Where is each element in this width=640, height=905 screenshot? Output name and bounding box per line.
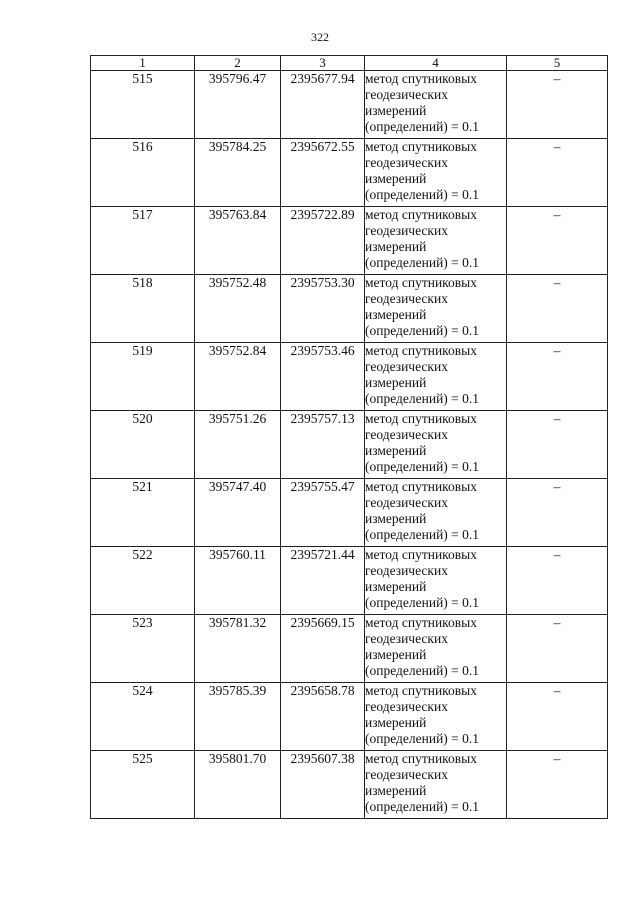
method-text-line: измерений <box>365 783 427 798</box>
point-number-cell: 516 <box>91 139 195 207</box>
x-coordinate-cell: 395796.47 <box>195 71 281 139</box>
method-text-line: геодезических <box>365 563 448 578</box>
method-text-line: геодезических <box>365 427 448 442</box>
table-row <box>91 683 608 751</box>
method-text-line: (определений) = 0.1 <box>365 527 480 542</box>
note-cell: – <box>507 479 608 547</box>
y-coordinate-cell: 2395755.47 <box>281 479 365 547</box>
point-number-cell: 524 <box>91 683 195 751</box>
method-text-line: (определений) = 0.1 <box>365 119 480 134</box>
point-number-cell: 515 <box>91 71 195 139</box>
note-cell: – <box>507 615 608 683</box>
method-cell <box>365 547 507 615</box>
method-text-line: метод спутниковых <box>365 343 477 358</box>
method-text-line: геодезических <box>365 291 448 306</box>
column-header-1: 1 <box>91 56 195 71</box>
method-text-line: измерений <box>365 511 427 526</box>
table-row <box>91 547 608 615</box>
method-text-line: измерений <box>365 103 427 118</box>
column-header-5: 5 <box>507 56 608 71</box>
table-row <box>91 615 608 683</box>
column-header-2: 2 <box>195 56 281 71</box>
x-coordinate-cell: 395747.40 <box>195 479 281 547</box>
coordinates-table <box>90 55 608 819</box>
method-text-line: метод спутниковых <box>365 411 477 426</box>
method-text-line: (определений) = 0.1 <box>365 663 480 678</box>
point-number-cell: 517 <box>91 207 195 275</box>
x-coordinate-cell: 395752.48 <box>195 275 281 343</box>
method-text-line: измерений <box>365 443 427 458</box>
column-header-3: 3 <box>281 56 365 71</box>
method-text-line: метод спутниковых <box>365 751 477 766</box>
point-number-cell: 518 <box>91 275 195 343</box>
method-text-line: измерений <box>365 647 427 662</box>
method-cell <box>365 615 507 683</box>
y-coordinate-cell: 2395721.44 <box>281 547 365 615</box>
note-cell: – <box>507 71 608 139</box>
x-coordinate-cell: 395781.32 <box>195 615 281 683</box>
method-text-line: метод спутниковых <box>365 479 477 494</box>
note-cell: – <box>507 207 608 275</box>
method-text-line: геодезических <box>365 223 448 238</box>
method-cell <box>365 275 507 343</box>
table-row <box>91 275 608 343</box>
method-text-line: метод спутниковых <box>365 275 477 290</box>
method-text-line: (определений) = 0.1 <box>365 459 480 474</box>
method-cell <box>365 139 507 207</box>
x-coordinate-cell: 395763.84 <box>195 207 281 275</box>
y-coordinate-cell: 2395753.30 <box>281 275 365 343</box>
note-cell: – <box>507 343 608 411</box>
method-text-line: геодезических <box>365 495 448 510</box>
point-number-cell: 522 <box>91 547 195 615</box>
note-cell: – <box>507 139 608 207</box>
note-cell: – <box>507 751 608 819</box>
method-text-line: (определений) = 0.1 <box>365 255 480 270</box>
table-row <box>91 71 608 139</box>
method-text-line: метод спутниковых <box>365 615 477 630</box>
method-text-line: геодезических <box>365 359 448 374</box>
y-coordinate-cell: 2395677.94 <box>281 71 365 139</box>
x-coordinate-cell: 395801.70 <box>195 751 281 819</box>
x-coordinate-cell: 395785.39 <box>195 683 281 751</box>
table-body <box>91 71 608 819</box>
table-row <box>91 751 608 819</box>
method-cell <box>365 71 507 139</box>
note-cell: – <box>507 683 608 751</box>
y-coordinate-cell: 2395607.38 <box>281 751 365 819</box>
method-text-line: (определений) = 0.1 <box>365 595 480 610</box>
y-coordinate-cell: 2395658.78 <box>281 683 365 751</box>
method-text-line: геодезических <box>365 631 448 646</box>
y-coordinate-cell: 2395753.46 <box>281 343 365 411</box>
method-text-line: геодезических <box>365 87 448 102</box>
x-coordinate-cell: 395752.84 <box>195 343 281 411</box>
method-text-line: метод спутниковых <box>365 683 477 698</box>
note-cell: – <box>507 547 608 615</box>
point-number-cell: 523 <box>91 615 195 683</box>
method-text-line: измерений <box>365 715 427 730</box>
point-number-cell: 521 <box>91 479 195 547</box>
method-text-line: (определений) = 0.1 <box>365 323 480 338</box>
page-number: 322 <box>311 30 329 44</box>
y-coordinate-cell: 2395669.15 <box>281 615 365 683</box>
method-text-line: (определений) = 0.1 <box>365 799 480 814</box>
method-text-line: геодезических <box>365 699 448 714</box>
x-coordinate-cell: 395784.25 <box>195 139 281 207</box>
method-text-line: метод спутниковых <box>365 207 477 222</box>
point-number-cell: 520 <box>91 411 195 479</box>
x-coordinate-cell: 395751.26 <box>195 411 281 479</box>
x-coordinate-cell: 395760.11 <box>195 547 281 615</box>
method-cell <box>365 479 507 547</box>
table-row <box>91 207 608 275</box>
method-text-line: метод спутниковых <box>365 547 477 562</box>
y-coordinate-cell: 2395722.89 <box>281 207 365 275</box>
method-text-line: измерений <box>365 307 427 322</box>
method-text-line: (определений) = 0.1 <box>365 391 480 406</box>
point-number-cell: 519 <box>91 343 195 411</box>
note-cell: – <box>507 275 608 343</box>
point-number-cell: 525 <box>91 751 195 819</box>
method-cell <box>365 343 507 411</box>
method-text-line: метод спутниковых <box>365 71 477 86</box>
method-cell <box>365 411 507 479</box>
method-text-line: измерений <box>365 171 427 186</box>
table-row <box>91 139 608 207</box>
method-text-line: геодезических <box>365 767 448 782</box>
method-text-line: измерений <box>365 375 427 390</box>
method-text-line: геодезических <box>365 155 448 170</box>
method-text-line: измерений <box>365 579 427 594</box>
y-coordinate-cell: 2395757.13 <box>281 411 365 479</box>
column-header-4: 4 <box>365 56 507 71</box>
table-row <box>91 479 608 547</box>
table-row <box>91 411 608 479</box>
method-cell <box>365 751 507 819</box>
method-text-line: (определений) = 0.1 <box>365 187 480 202</box>
method-cell <box>365 683 507 751</box>
table-header-row <box>91 56 608 71</box>
note-cell: – <box>507 411 608 479</box>
method-text-line: (определений) = 0.1 <box>365 731 480 746</box>
method-cell <box>365 207 507 275</box>
method-text-line: метод спутниковых <box>365 139 477 154</box>
method-text-line: измерений <box>365 239 427 254</box>
y-coordinate-cell: 2395672.55 <box>281 139 365 207</box>
table-row <box>91 343 608 411</box>
